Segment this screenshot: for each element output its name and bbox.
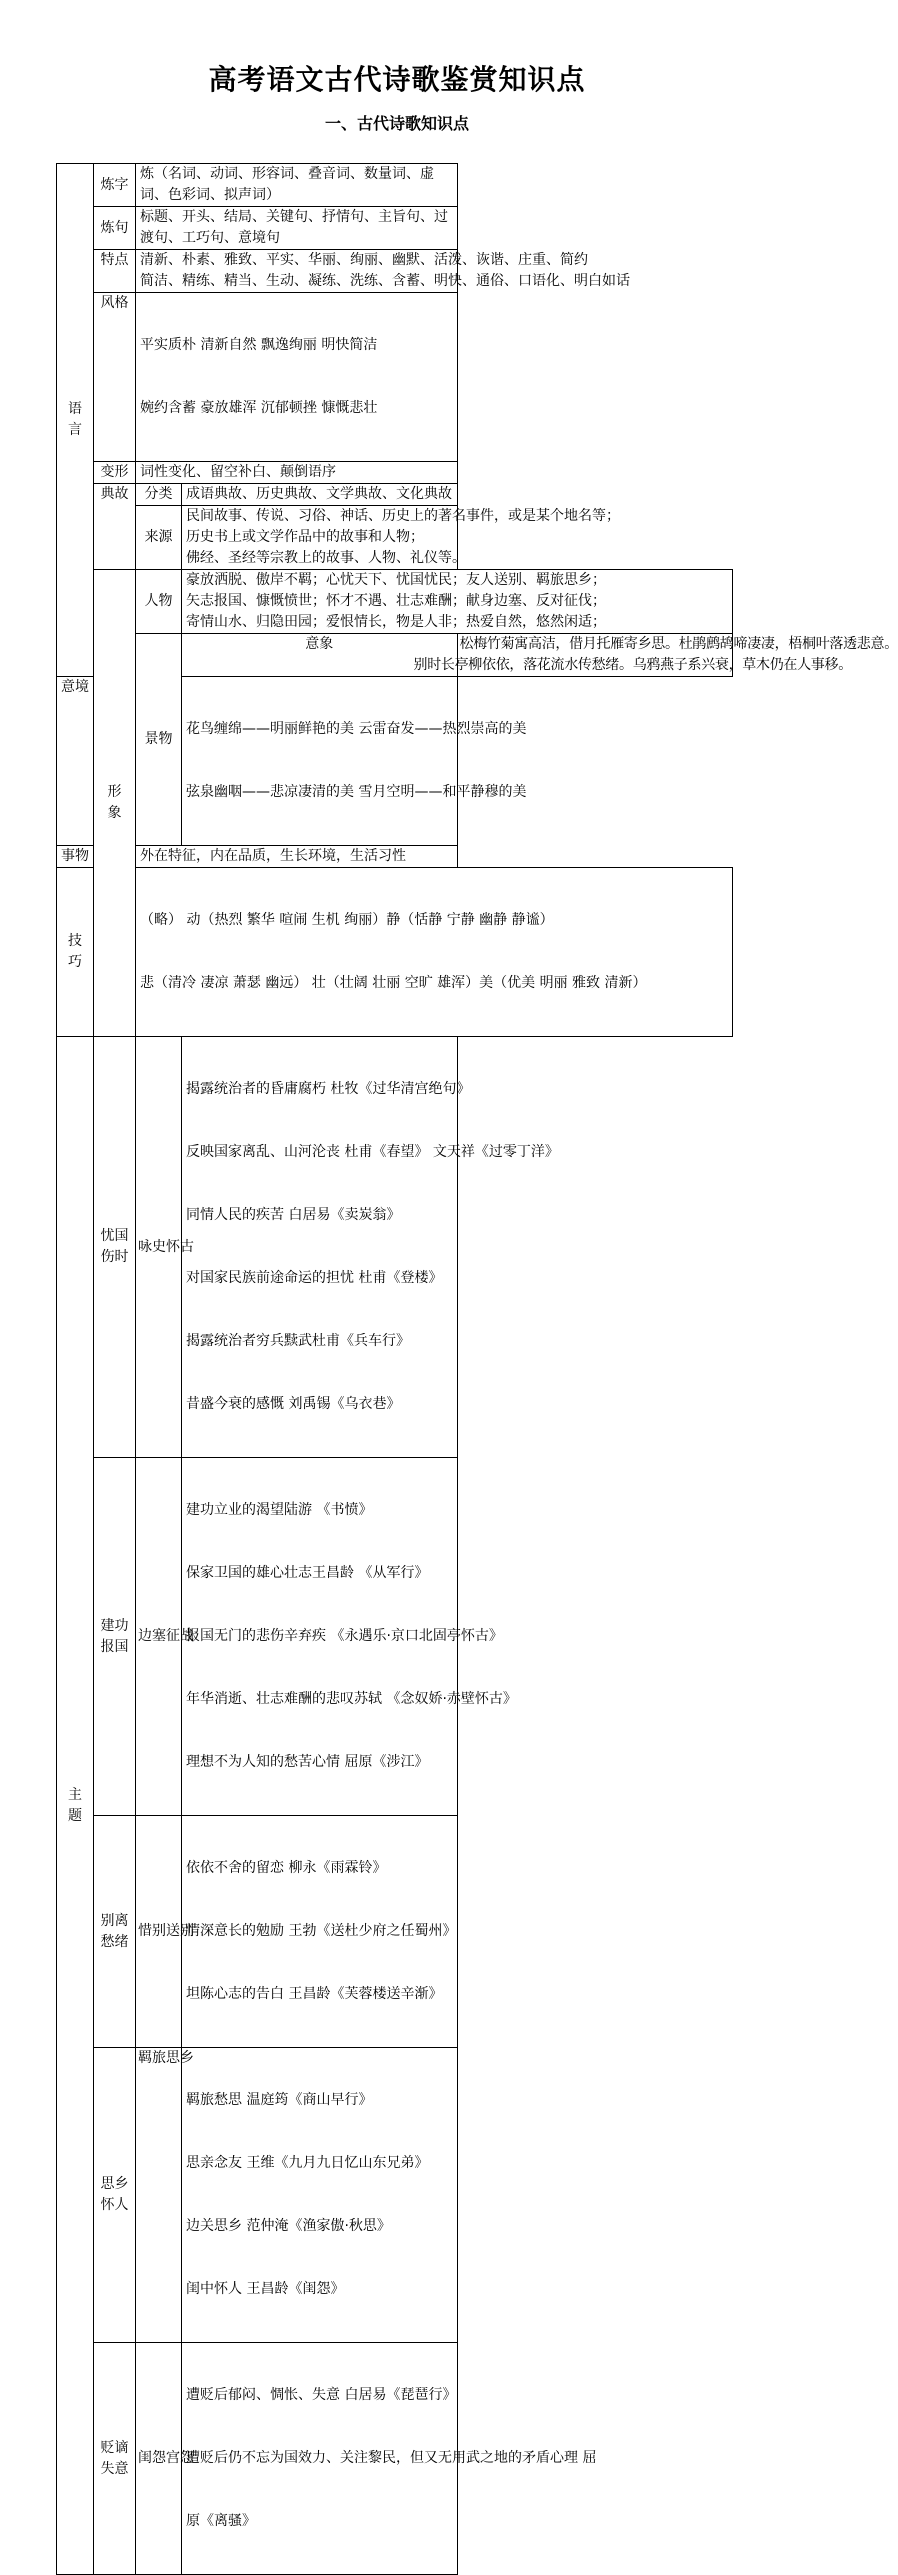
section-label-image: 形 象 (94, 570, 136, 1037)
label-yijing: 意境 (57, 677, 94, 846)
label-lianzi: 炼字 (94, 164, 136, 207)
section-title: 一、古代诗歌知识点 (324, 114, 469, 133)
theme-category: 建功 报国 (94, 1458, 136, 1816)
text-tedian: 清新、朴素、雅致、平实、华丽、绚丽、幽默、活泼、诙谐、庄重、简约 简洁、精练、精当、生动、凝练、洗练、含蓄、明快、通俗、口语化、明白如话 (136, 250, 458, 293)
theme-examples: 建功立业的渴望陆游 《书愤》 保家卫国的雄心壮志王昌龄 《从军行》 报国无门的悲伤辛弃疾 《永遇乐·京口北固亭怀古》 年华消逝、壮志难酬的悲叹苏轼 《念奴娇·赤壁怀古》 理想不为人知的愁苦心情 屈原《涉江》 (182, 1458, 458, 1816)
section-label-technique: 技 巧 (57, 868, 94, 1037)
theme-subcategory: 咏史怀古 (136, 1037, 182, 1458)
knowledge-table (56, 163, 898, 2575)
theme-category: 思乡 怀人 (94, 2048, 136, 2343)
theme-subcategory: 边塞征战 (136, 1458, 182, 1816)
text-shiwu: 外在特征，内在品质，生长环境，生活习性 (136, 846, 458, 868)
label-lianju: 炼句 (94, 207, 136, 250)
text-diangu-laiyuan: 民间故事、传说、习俗、神话、历史上的著名事件，或是某个地名等； 历史书上或文学作品中的故事和人物； 佛经、圣经等宗教上的故事、人物、礼仪等。 (182, 506, 458, 570)
label-tedian: 特点 (94, 250, 136, 293)
text-bianxing: 词性变化、留空补白、颠倒语序 (136, 462, 458, 484)
label-shiwu: 事物 (57, 846, 94, 868)
text-renwu: 豪放洒脱、傲岸不羁；心忧天下、忧国忧民；友人送别、羁旅思乡； 矢志报国、慷慨愤世；怀才不遇、壮志难酬；献身边塞、反对征伐； 寄情山水、归隐田园；爱恨情长，物是人非；热爱自然，悠然闲适； (182, 570, 733, 634)
text-lianzi: 炼（名词、动词、形容词、叠音词、数量词、虚词、色彩词、拟声词） (136, 164, 458, 207)
page-title: 高考语文古代诗歌鉴赏知识点 (208, 63, 586, 96)
label-diangu-laiyuan: 来源 (136, 506, 182, 570)
text-technique: （略） 动（热烈 繁华 喧闹 生机 绚丽）静（恬静 宁静 幽静 静谧） 悲（清冷 凄凉 萧瑟 幽远） 壮（壮阔 壮丽 空旷 雄浑）美（优美 明丽 雅致 清新） (136, 868, 733, 1037)
text-fengge: 平实质朴 清新自然 飘逸绚丽 明快简洁 婉约含蓄 豪放雄浑 沉郁顿挫 慷慨悲壮 (136, 293, 458, 462)
label-renwu: 人物 (136, 570, 182, 634)
label-diangu: 典故 (94, 484, 136, 570)
section-label-language: 语 言 (57, 164, 94, 677)
text-yixiang: 松梅竹菊寓高洁，借月托雁寄乡思。杜鹃鹧鸪啼凄凄，梧桐叶落透悲意。 别时长亭柳依依，落花流水传愁绪。乌鸦燕子系兴衰，草木仍在人事移。 (457, 634, 733, 677)
theme-examples: 依依不舍的留恋 柳永《雨霖铃》 情深意长的勉励 王勃《送杜少府之任蜀州》 坦陈心志的告白 王昌龄《芙蓉楼送辛渐》 (182, 1816, 458, 2048)
label-yixiang: 意象 (182, 634, 458, 677)
theme-category: 别离 愁绪 (94, 1816, 136, 2048)
label-jingwu: 景物 (136, 634, 182, 846)
text-diangu-fenlei: 成语典故、历史典故、文学典故、文化典故 (182, 484, 458, 506)
theme-examples: 揭露统治者的昏庸腐朽 杜牧《过华清宫绝句》 反映国家离乱、山河沦丧 杜甫《春望》 文天祥《过零丁洋》 同情人民的疾苦 白居易《卖炭翁》 对国家民族前途命运的担忧 杜甫《登楼》 揭露统治者穷兵黩武杜甫《兵车行》 昔盛今衰的感慨 刘禹锡《乌衣巷》 (182, 1037, 458, 1458)
theme-category: 忧国 伤时 (94, 1037, 136, 1458)
text-lianju: 标题、开头、结局、关键句、抒情句、主旨句、过渡句、工巧句、意境句 (136, 207, 458, 250)
theme-subcategory: 羁旅思乡 (136, 2048, 182, 2343)
label-diangu-fenlei: 分类 (136, 484, 182, 506)
theme-examples: 遭贬后郁闷、惆怅、失意 白居易《琵琶行》 遭贬后仍不忘为国效力、关注黎民，但又无用武之地的矛盾心理 屈 原《离骚》 (182, 2343, 458, 2575)
text-yijing: 花鸟缠绵——明丽鲜艳的美 云雷奋发——热烈崇高的美 弦泉幽咽——悲凉凄清的美 雪月空明——和平静穆的美 (182, 677, 458, 846)
theme-category: 贬谪 失意 (94, 2343, 136, 2575)
section-label-theme: 主 题 (57, 1037, 94, 2575)
theme-subcategory: 闺怨宫怨 (136, 2343, 182, 2575)
label-bianxing: 变形 (94, 462, 136, 484)
theme-examples: 羁旅愁思 温庭筠《商山早行》 思亲念友 王维《九月九日忆山东兄弟》 边关思乡 范仲淹《渔家傲·秋思》 闺中怀人 王昌龄《闺怨》 (182, 2048, 458, 2343)
label-fengge: 风格 (94, 293, 136, 462)
theme-subcategory: 惜别送别 (136, 1816, 182, 2048)
